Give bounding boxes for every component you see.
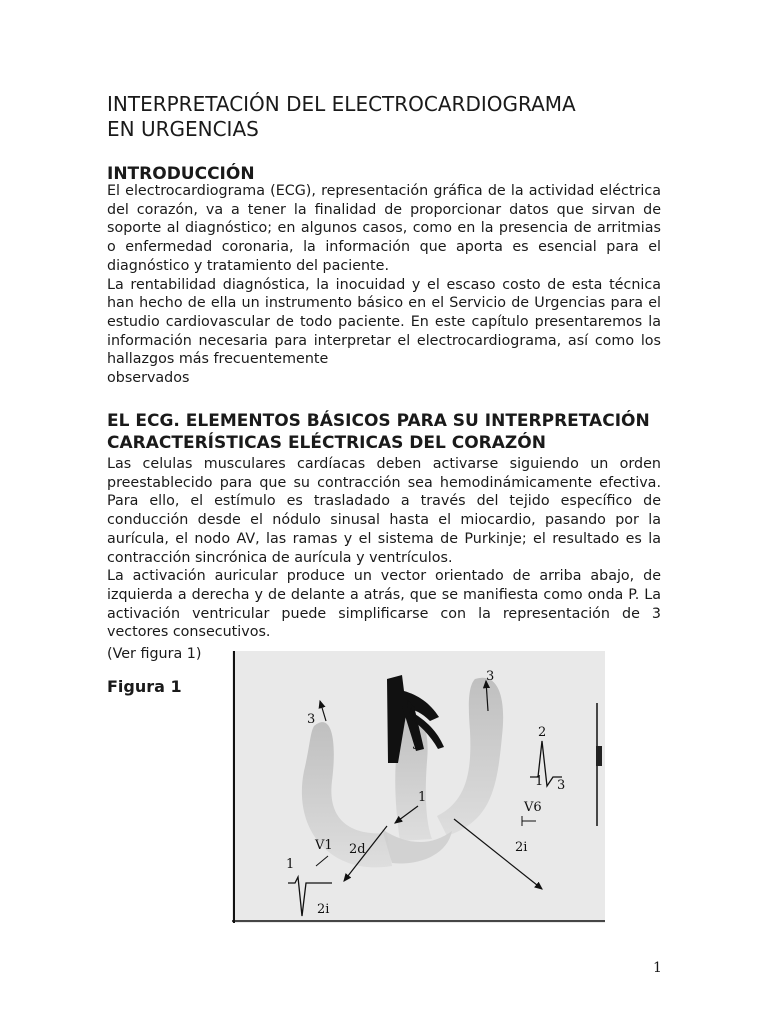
vector-3-left-label: 3 <box>307 712 316 727</box>
v6-wave-1-label: 1 <box>535 774 544 789</box>
figure-right-marker-block <box>596 746 602 766</box>
v1-lead-arrow <box>316 856 328 866</box>
intro-paragraph-2: La rentabilidad diagnóstica, la inocuidad y el escaso costo de esta técnica han hecho de ella un instrumento básico en el Servicio de Urgencias para el estudio cardiovascular de todo paciente. En este capítulo presentaremos la información necesaria para interpretar el electrocardiograma, así como los hallazgos más frecuentemente <box>107 276 661 368</box>
v6-wave-3-label: 3 <box>557 778 566 793</box>
title-line-1: INTERPRETACIÓN DEL ELECTROCARDIOGRAMA <box>107 92 576 116</box>
ecg-paragraph-1: Las celulas musculares cardíacas deben activarse siguiendo un orden preestablecido para que su contracción sea hemodinámicamente efectiva. Para ello, el estímulo es trasladado a través del tejido específico de conducción desde el nódulo sinusal hasta el miocardio, pasando por la aurícula, el nodo AV, las ramas y el sistema de Purkinje; el resultado es la contracción sincrónica de aurícula y ventrículos. <box>107 456 661 566</box>
vector-1-label: 1 <box>418 790 427 805</box>
vector-2i-arrow <box>454 819 542 889</box>
ecg-section-heading <box>107 410 650 454</box>
vector-2d-label: 2d <box>349 842 366 857</box>
vector-3-right-label: 3 <box>486 669 495 684</box>
intro-text <box>107 182 661 388</box>
lead-v6-label: V6 <box>524 800 542 815</box>
v1-wave-1-label: 1 <box>286 857 295 872</box>
intro-paragraph-2-end: observados <box>107 370 190 387</box>
vector-3-center-label: 3 <box>412 738 421 753</box>
ecg-heading-line-1: EL ECG. ELEMENTOS BÁSICOS PARA SU INTERPRETACIÓN <box>107 411 650 431</box>
see-figure-reference: (Ver figura 1) <box>107 646 202 662</box>
intro-heading: INTRODUCCIÓN <box>107 164 255 184</box>
vector-3-left-arrow <box>320 701 326 721</box>
document-title <box>107 92 667 142</box>
figure-caption: Figura 1 <box>107 677 182 696</box>
intro-paragraph-1: El electrocardiograma (ECG), representación gráfica de la actividad eléctrica del corazón, va a tener la finalidad de proporcionar datos que sirvan de soporte al diagnóstico; en algunos casos, como en la presencia de arritmias o enfermedad coronaria, la información que aporta es esencial para el diagnóstico y tratamiento del paciente. <box>107 183 661 274</box>
ecg-heading-line-2: CARACTERÍSTICAS ELÉCTRICAS DEL CORAZÓN <box>107 433 546 453</box>
title-line-2: EN URGENCIAS <box>107 117 259 141</box>
lead-v1-label: V1 <box>315 838 333 853</box>
ecg-paragraph-2: La activación auricular produce un vector orientado de arriba abajo, de izquierda a derecha y de delante a atrás, que se manifiesta como onda P. La activación ventricular puede simplificarse con la representación de 3 vectores consecutivos. <box>107 568 661 641</box>
vector-2i-label: 2i <box>515 840 528 855</box>
ventricle-right-wall <box>437 678 503 836</box>
page-number: 1 <box>653 960 662 976</box>
figure-1-heart-vectors <box>232 651 605 923</box>
v6-wave-2-label: 2 <box>538 725 547 740</box>
v1-wave-2i-label: 2i <box>317 902 330 917</box>
ecg-section-text <box>107 455 661 642</box>
